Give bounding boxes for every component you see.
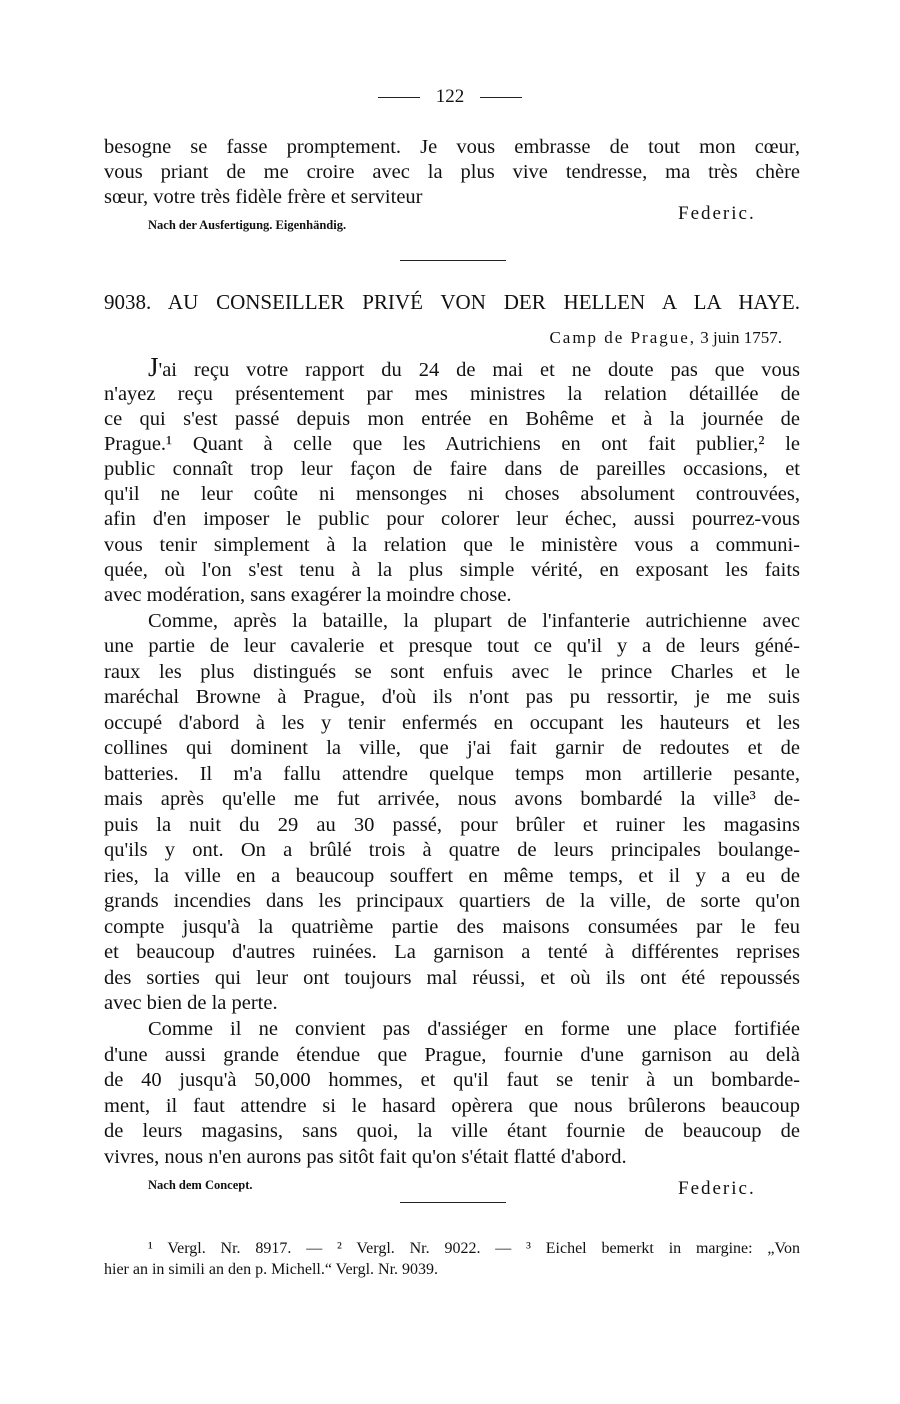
header-dash-left: [378, 97, 420, 98]
text-line: des sorties qui leur ont toujours mal réussi, et où ils ont été repoussés: [104, 967, 800, 989]
footnote-line: ¹ Vergl. Nr. 8917. — ² Vergl. Nr. 9022. — ³ Eichel bemerkt in margine: „Von: [148, 1240, 800, 1257]
text-line: [148, 352, 800, 383]
text-line: sœur, votre très fidèle frère et serviteur: [104, 186, 423, 208]
footnote-divider: [400, 1202, 506, 1203]
text-line: ment, il faut attendre si le hasard opèrera que nous brûlerons beaucoup: [104, 1095, 800, 1117]
initial-letter: J: [148, 352, 159, 382]
text-line: n'ayez reçu présentement par mes ministres la relation détaillée de: [104, 383, 800, 405]
text-line: occupé d'abord à les y tenir enfermés en occupant les hauteurs et les: [104, 712, 800, 734]
text-line: d'une aussi grande étendue que Prague, fournie d'une garnison au delà: [104, 1044, 800, 1066]
dateline-date: 3 juin 1757.: [700, 328, 782, 347]
text-line: raux les plus distingués se sont enfuis avec le prince Charles et le: [104, 661, 800, 683]
text-line: ce qui s'est passé depuis mon entrée en Bohême et à la journée de: [104, 408, 800, 430]
footnote-line: hier an in simili an den p. Michell.“ Vergl. Nr. 9039.: [104, 1261, 439, 1278]
text-line: qu'il ne leur coûte ni mensonges ni choses absolument controuvées,: [104, 483, 800, 505]
letter-heading: 9038. AU CONSEILLER PRIVÉ VON DER HELLEN A LA HAYE.: [104, 290, 800, 314]
text-line: afin d'en imposer le public pour colorer leur échec, aussi pourrez-vous: [104, 508, 800, 530]
text-line: vous priant de me croire avec la plus vive tendresse, ma très chère: [104, 161, 800, 183]
dateline-place: Camp de Prague,: [549, 328, 697, 347]
header-dash-right: [480, 97, 522, 98]
signature: Federic.: [678, 203, 756, 224]
text-line: de 40 jusqu'à 50,000 hommes, et qu'il faut se tenir à un bombarde-: [104, 1069, 800, 1091]
text-line: de leurs magasins, sans quoi, la ville étant fournie de beaucoup de: [104, 1120, 800, 1142]
text-line: collines qui dominent la ville, que j'ai fait garnir de redoutes et de: [104, 737, 800, 759]
dateline: [549, 328, 782, 348]
text-line: vous tenir simplement à la relation que le ministère vous a communi-: [104, 534, 800, 556]
text-line: Comme, après la bataille, la plupart de l'infanterie autrichienne avec: [148, 610, 800, 632]
text-line: Prague.¹ Quant à celle que les Autrichiens en ont fait publier,² le: [104, 433, 800, 455]
text-line: quée, où l'on s'est tenu à la plus simple vérité, en exposant les faits: [104, 559, 800, 581]
page-header: [0, 86, 900, 108]
source-note: Nach dem Concept.: [148, 1178, 253, 1192]
text-line: Comme il ne convient pas d'assiéger en forme une place fortifiée: [148, 1018, 800, 1040]
text-line: et beaucoup d'autres ruinées. La garnison a tenté à différentes reprises: [104, 941, 800, 963]
text-line: public connaît trop leur façon de faire dans de pareilles occasions, et: [104, 458, 800, 480]
text-line: grands incendies dans les principaux quartiers de la ville, de sorte qu'on: [104, 890, 800, 912]
text-line: batteries. Il m'a fallu attendre quelque temps mon artillerie pesante,: [104, 763, 800, 785]
page-number: 122: [435, 86, 465, 107]
text-line: avec bien de la perte.: [104, 992, 278, 1014]
text-line: vivres, nous n'en aurons pas sitôt fait qu'on s'était flatté d'abord.: [104, 1146, 627, 1168]
signature: Federic.: [678, 1178, 756, 1199]
text-line: compte jusqu'à la quatrième partie des maisons consumées par le feu: [104, 916, 800, 938]
source-note: Nach der Ausfertigung. Eigenhändig.: [148, 218, 347, 232]
text-line: besogne se fasse promptement. Je vous embrasse de tout mon cœur,: [104, 136, 800, 158]
section-divider: [400, 260, 506, 261]
text-line: une partie de leur cavalerie et presque tout ce qu'il y a de leurs géné-: [104, 635, 800, 657]
text-line: mais après qu'elle me fut arrivée, nous avons bombardé la ville³ de-: [104, 788, 800, 810]
text-line: avec modération, sans exagérer la moindre chose.: [104, 584, 512, 606]
text-line-rest: 'ai reçu votre rapport du 24 de mai et ne doute pas que vous: [158, 359, 800, 381]
text-line: qu'ils y ont. On a brûlé trois à quatre de leurs principales boulange-: [104, 839, 800, 861]
text-line: puis la nuit du 29 au 30 passé, pour brûler et ruiner les magasins: [104, 814, 800, 836]
text-line: maréchal Browne à Prague, d'où ils n'ont pas pu ressortir, je me suis: [104, 686, 800, 708]
text-line: ries, la ville en a beaucoup souffert en même temps, et il y a eu de: [104, 865, 800, 887]
